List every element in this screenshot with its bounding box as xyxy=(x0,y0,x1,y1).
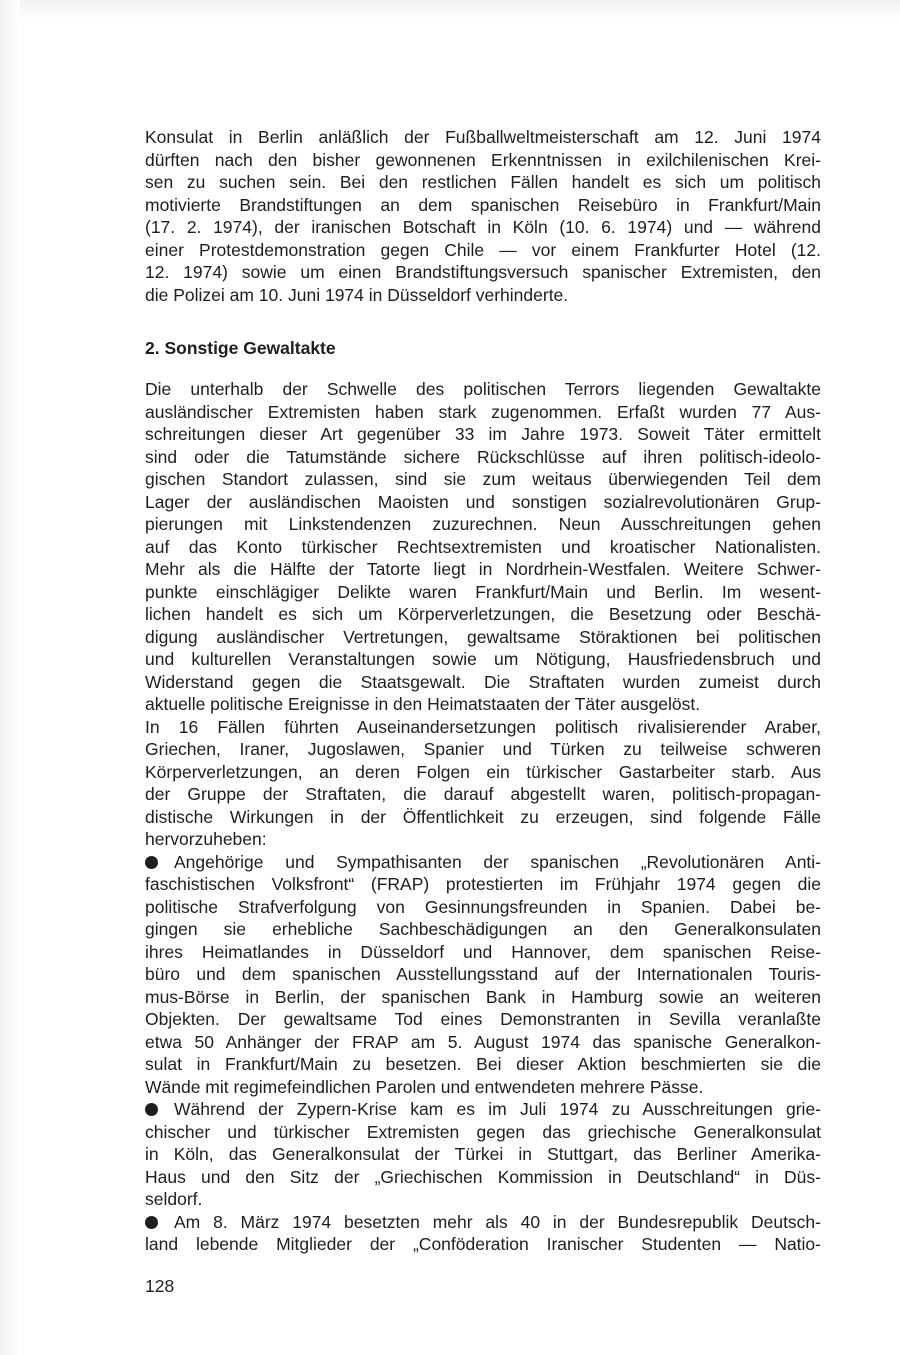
paragraph-violence-overview xyxy=(145,378,821,716)
text-line: in Köln, das Generalkonsulat der Türkei in Stuttgart, das Berliner Amerika- xyxy=(145,1144,821,1164)
text-line: ausländischer Extremisten haben stark zugenommen. Erfaßt wurden 77 Aus- xyxy=(145,401,821,422)
text-line: einer Protestdemonstration gegen Chile — vor einem Frankfurter Hotel (12. xyxy=(145,239,821,260)
text-line: ihres Heimatlandes in Düsseldorf und Hannover, dem spanischen Reise- xyxy=(145,941,821,962)
text-line: gischen Standort zulassen, sind sie zum weitaus überwiegenden Teil dem xyxy=(145,469,821,489)
text-line: gingen sie erhebliche Sachbeschädigungen an den Generalkonsulaten xyxy=(145,919,821,939)
section-heading: 2. Sonstige Gewaltakte xyxy=(145,338,336,358)
text-line: Die unterhalb der Schwelle des politischen Terrors liegenden Gewaltakte xyxy=(145,379,821,399)
text-line xyxy=(145,1211,821,1234)
scan-edge-top xyxy=(0,0,900,22)
text-line: aktuelle politische Ereignisse in den Heimatstaaten der Täter ausgelöst. xyxy=(145,694,701,714)
bullet-text: Während der Zypern-Krise kam es im Juli 1974 zu Ausschreitungen grie- xyxy=(174,1099,821,1119)
bullet-dot-icon xyxy=(145,1216,158,1229)
text-line: motivierte Brandstiftungen an dem spanischen Reisebüro in Frankfurt/Main xyxy=(145,194,821,215)
text-line: und kulturellen Veranstaltungen sowie um Nötigung, Hausfriedensbruch und xyxy=(145,649,821,669)
text-line xyxy=(145,851,821,874)
text-line: die Polizei am 10. Juni 1974 in Düsseldorf verhinderte. xyxy=(145,284,569,305)
text-line: büro und dem spanischen Ausstellungsstand auf der Internationalen Touris- xyxy=(145,964,821,984)
paragraph-cases xyxy=(145,716,821,851)
text-line: Wände mit regimefeindlichen Parolen und entwendeten mehrere Pässe. xyxy=(145,1076,704,1097)
text-line: Objekten. Der gewaltsame Tod eines Demonstranten in Sevilla veranlaßte xyxy=(145,1009,821,1029)
bullet-text: Am 8. März 1974 besetzten mehr als 40 in der Bundesrepublik Deutsch- xyxy=(174,1211,821,1232)
text-line: der Gruppe der Straftaten, die darauf abgestellt waren, politisch-propagan- xyxy=(145,784,821,804)
page-body xyxy=(145,126,821,1256)
text-line: chischer und türkischer Extremisten gegen das griechische Generalkonsulat xyxy=(145,1121,821,1142)
bullet-text: Angehörige und Sympathisanten der spanischen „Revolutionären Anti- xyxy=(174,851,821,872)
text-line xyxy=(145,1098,821,1121)
text-line: seldorf. xyxy=(145,1189,203,1209)
text-line: Konsulat in Berlin anläßlich der Fußballweltmeisterschaft am 12. Juni 1974 xyxy=(145,127,821,147)
text-line: Widerstand gegen die Staatsgewalt. Die Straftaten wurden zumeist durch xyxy=(145,671,821,692)
bullet-item-cyprus xyxy=(145,1098,821,1211)
text-line: etwa 50 Anhänger der FRAP am 5. August 1974 das spanische Generalkon- xyxy=(145,1031,821,1052)
text-line: pierungen mit Linkstendenzen zuzurechnen. Neun Ausschreitungen gehen xyxy=(145,514,821,534)
text-line: 12. 1974) sowie um einen Brandstiftungsversuch spanischer Extremisten, den xyxy=(145,262,821,282)
text-line: land lebende Mitglieder der „Conföderation Iranischer Studenten — Natio- xyxy=(145,1234,821,1254)
text-line: lichen handelt es sich um Körperverletzungen, die Besetzung oder Beschä- xyxy=(145,604,821,624)
bullet-item-frap xyxy=(145,851,821,1099)
text-line: Mehr als die Hälfte der Tatorte liegt in Nordrhein-Westfalen. Weitere Schwer- xyxy=(145,559,821,579)
text-line: distische Wirkungen in der Öffentlichkeit zu erzeugen, sind folgende Fälle xyxy=(145,806,821,827)
text-line: dürften nach den bisher gewonnenen Erkenntnissen in exilchilenischen Krei- xyxy=(145,149,821,170)
text-line: sind oder die Tatumstände sichere Rückschlüsse auf ihren politisch-ideolo- xyxy=(145,446,821,467)
text-line: faschistischen Volksfront“ (FRAP) protestierten im Frühjahr 1974 gegen die xyxy=(145,874,821,894)
top-paragraph xyxy=(145,126,821,306)
text-line: Haus und den Sitz der „Griechischen Kommission in Deutschland“ in Düs- xyxy=(145,1166,821,1187)
text-line: sen zu suchen sein. Bei den restlichen Fällen handelt es sich um politisch xyxy=(145,172,821,192)
text-line: schreitungen dieser Art gegenüber 33 im Jahre 1973. Soweit Täter ermittelt xyxy=(145,424,821,444)
page-number: 128 xyxy=(145,1276,175,1296)
text-line: Körperverletzungen, an deren Folgen ein türkischer Gastarbeiter starb. Aus xyxy=(145,761,821,782)
text-line: politische Strafverfolgung von Gesinnungsfreunden in Spanien. Dabei be- xyxy=(145,896,821,917)
bullet-dot-icon xyxy=(145,1103,158,1116)
bullet-dot-icon xyxy=(145,856,158,869)
text-line: In 16 Fällen führten Auseinandersetzungen politisch rivalisierender Araber, xyxy=(145,716,821,737)
scan-edge-left xyxy=(0,0,20,1355)
text-line: digung ausländischer Vertretungen, gewaltsame Störaktionen bei politischen xyxy=(145,626,821,647)
text-line: (17. 2. 1974), der iranischen Botschaft in Köln (10. 6. 1974) und — während xyxy=(145,217,821,237)
text-line: Griechen, Iraner, Jugoslawen, Spanier und Türken zu teilweise schweren xyxy=(145,739,821,759)
text-line: Lager der ausländischen Maoisten und sonstigen sozialrevolutionären Grup- xyxy=(145,491,821,512)
text-line: punkte einschlägiger Delikte waren Frankfurt/Main und Berlin. Im wesent- xyxy=(145,581,821,602)
bullet-item-iran xyxy=(145,1211,821,1256)
text-line: mus-Börse in Berlin, der spanischen Bank in Hamburg sowie an weiteren xyxy=(145,986,821,1007)
text-line: hervorzuheben: xyxy=(145,829,267,849)
text-line: sulat in Frankfurt/Main zu besetzen. Bei dieser Aktion beschmierten sie die xyxy=(145,1054,821,1074)
text-line: auf das Konto türkischer Rechtsextremisten und kroatischer Nationalisten. xyxy=(145,536,821,557)
